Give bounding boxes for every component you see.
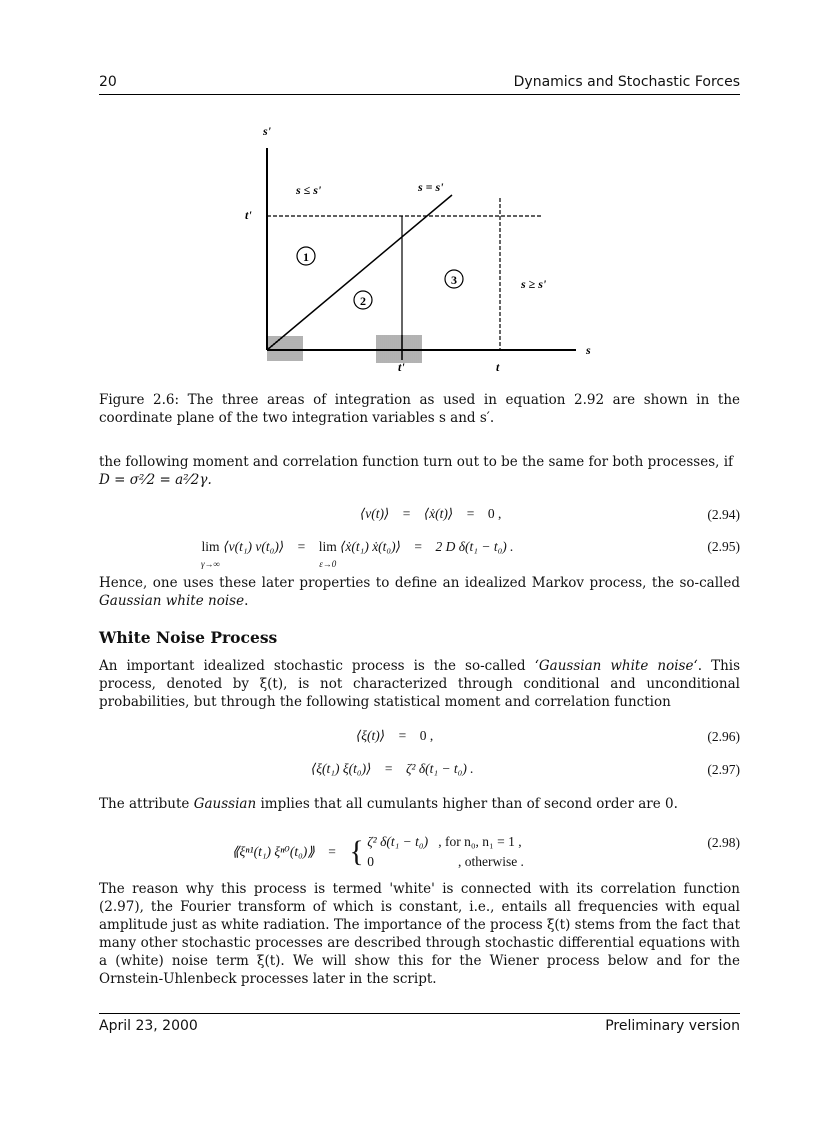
eq98-cond-2: , otherwise . [457, 854, 524, 869]
white-noise-paragraph [99, 657, 740, 711]
running-title: Dynamics and Stochastic Forces [513, 74, 740, 90]
eq98-brace: { [349, 835, 364, 868]
equation-number-2-94: (2.94) [707, 507, 740, 522]
equation-2-98: ⟪ξⁿ¹(t₁) ξⁿ⁰(t₀)⟫ = { ζ² δ(t₁ − t₀) , for n₀, n₁ = 1 , 0 , otherwise . [232, 834, 524, 869]
area-1-label: 1 [303, 250, 309, 264]
footer-rule [99, 1013, 740, 1014]
s-prime-axis-label: s' [263, 124, 272, 138]
eq95-lim-1-sub: γ→∞ [201, 559, 220, 569]
area-2-label: 2 [360, 294, 366, 308]
eq95-lim-2: lim [318, 539, 337, 554]
eq95-lhs: ⟨v(t₁) v(t₀)⟩ [223, 539, 285, 554]
eq94-rhs: 0 , [487, 506, 502, 521]
wn-text-2: . This process, denoted by ξ(t), is not characterized through conditional and unconditional probabilities, but through the following statistical moment and correlation function [99, 658, 741, 710]
integration-area-figure [230, 118, 630, 388]
attr-emphasis: Gaussian [193, 796, 257, 812]
equation-number-2-95: (2.95) [707, 539, 740, 554]
region-eq-label: s = s' [418, 180, 444, 194]
section-heading: White Noise Process [99, 628, 278, 647]
intro-paragraph [99, 453, 740, 489]
wn-emphasis: ‘Gaussian white noise‘ [534, 658, 698, 674]
hence-paragraph: Hence, one uses these later properties to define an idealized Markov process, the so-called Gaussian white noise. [99, 575, 740, 609]
eq97-rhs: ζ² δ(t₁ − t₀) . [405, 761, 474, 776]
equation-number-2-96: (2.96) [707, 729, 740, 744]
page-number: 20 [99, 74, 117, 90]
equation-number-2-98: (2.98) [707, 835, 740, 850]
hence-emphasis: Gaussian white noise [99, 593, 245, 609]
eq95-lim-1: lim [201, 539, 220, 554]
header-rule [99, 94, 740, 95]
eq94-lhs: ⟨v(t)⟩ [360, 506, 390, 521]
eq95-mid: ⟨ẋ(t₁) ẋ(t₀)⟩ [340, 539, 401, 554]
eq97-lhs: ⟨ξ(t₁) ξ(t₀)⟩ [311, 761, 372, 776]
diagonal-line [267, 195, 452, 350]
attribute-sentence [99, 795, 740, 813]
eq96-rhs: 0 , [419, 728, 434, 743]
t-prime-y-label: t' [245, 208, 252, 222]
eq98-lhs: ⟪ξⁿ¹(t₁) ξⁿ⁰(t₀)⟫ [232, 844, 315, 859]
attr-text-1: The attribute [99, 796, 194, 812]
eq94-mid: ⟨ẋ(t)⟩ [423, 506, 454, 521]
equation-2-96: ⟨ξ(t)⟩ = 0 , [356, 728, 434, 743]
region-le-label: s ≤ s' [296, 183, 322, 197]
eq98-case-1: ζ² δ(t₁ − t₀) [367, 834, 429, 849]
reason-paragraph: The reason why this process is termed 'white' is connected with its correlation function (2.97), the Fourier transform of which is constant, i.e., entails all frequencies with equal amplitude just as white radiation. The importance of the process ξ(t) stems from the fact that many other stochastic processes are described through stochastic differential equations with a (white) noise term ξ(t). We will show this for the Wiener process below and for the Ornstein-Uhlenbeck processes later in the script. [99, 881, 740, 987]
eq98-cond-1: , for n₀, n₁ = 1 , [438, 834, 522, 849]
equation-2-94: ⟨v(t)⟩ = ⟨ẋ(t)⟩ = 0 , [360, 506, 502, 521]
figure-caption: Figure 2.6: The three areas of integration as used in equation 2.92 are shown in the coordinate plane of the two integration variables s and s′. [99, 392, 740, 426]
eq98-case-2: 0 [367, 854, 374, 869]
intro-text: the following moment and correlation function turn out to be the same for both processes, if [99, 454, 734, 470]
area-3-label: 3 [451, 273, 457, 287]
hatch-origin-upper [267, 336, 303, 350]
t-x-label: t [496, 360, 500, 374]
eq96-lhs: ⟨ξ(t)⟩ [356, 728, 386, 743]
s-axis-label: s [586, 343, 591, 357]
intro-d-formula: D = σ²⁄2 = a²⁄2γ. [99, 472, 212, 488]
attr-text-2: implies that all cumulants higher than of second order are 0. [256, 796, 678, 812]
footer-version: Preliminary version [605, 1018, 740, 1034]
eq95-lim-2-sub: ε→0 [319, 559, 337, 569]
footer-date: April 23, 2000 [99, 1018, 198, 1034]
hatch-t-prime [376, 335, 422, 363]
t-prime-x-label: t' [398, 360, 405, 374]
equation-2-97: ⟨ξ(t₁) ξ(t₀)⟩ = ζ² δ(t₁ − t₀) . [311, 761, 474, 776]
region-ge-label: s ≥ s' [521, 277, 547, 291]
hatch-origin-lower [267, 351, 303, 361]
hence-text: Hence, one uses these later properties to define an idealized Markov process, the so-called [99, 575, 740, 591]
equation-number-2-97: (2.97) [707, 762, 740, 777]
equation-2-95: lim γ→∞ ⟨v(t₁) v(t₀)⟩ = lim ε→0 ⟨ẋ(t₁) ẋ(t₀)⟩ = 2 D δ(t₁ − t₀) . [201, 539, 514, 569]
eq95-rhs: 2 D δ(t₁ − t₀) . [435, 539, 514, 554]
wn-text-1: An important idealized stochastic process is the so-called [99, 658, 535, 674]
